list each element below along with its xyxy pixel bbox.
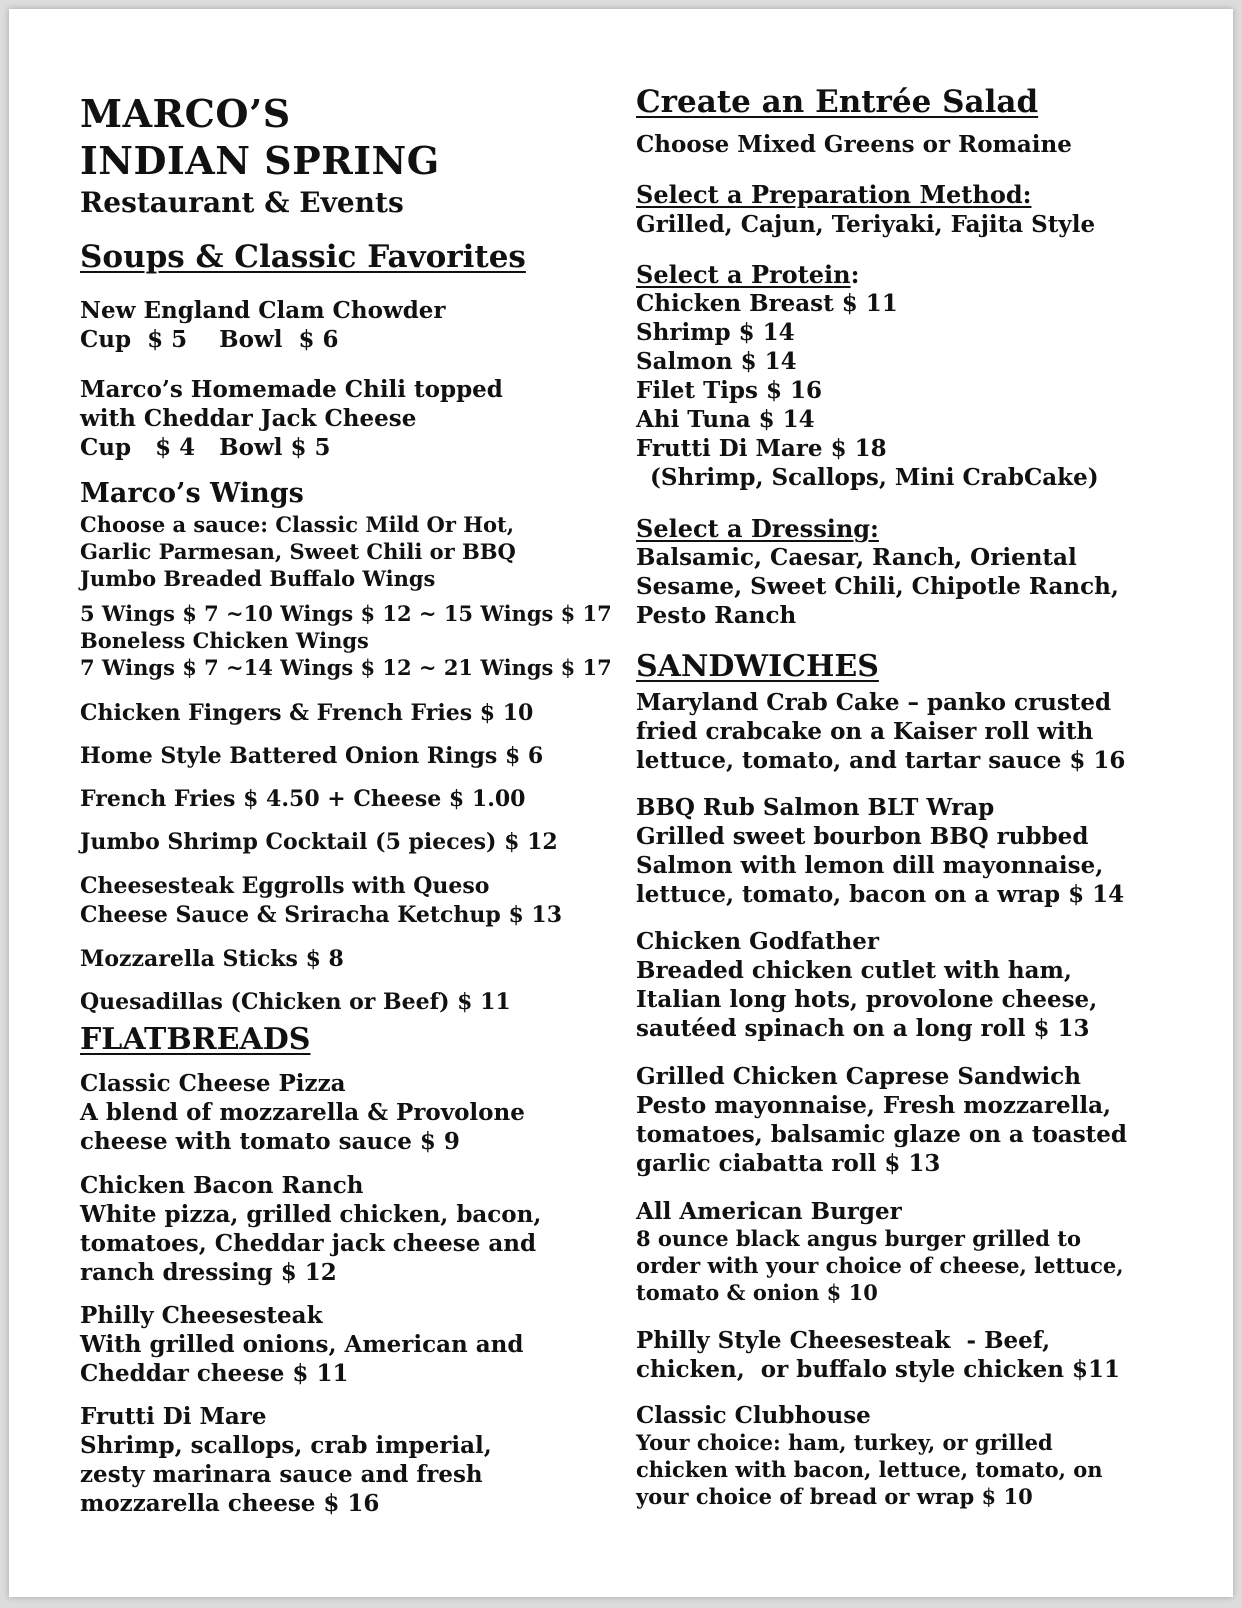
wings-name: Marco’s Wings [80, 478, 304, 509]
sandwich-5-line1: 8 ounce black angus burger grilled to [636, 1226, 1081, 1251]
flatbread-3-line2: Cheddar cheese $ 11 [80, 1360, 349, 1387]
sandwich-3-line3: sautéed spinach on a long roll $ 13 [636, 1015, 1090, 1042]
sandwich-4-line2: tomatoes, balsamic glaze on a toasted [636, 1121, 1127, 1148]
quesadillas: Quesadillas (Chicken or Beef) $ 11 [80, 989, 511, 1015]
flatbread-2-line1: White pizza, grilled chicken, bacon, [80, 1201, 542, 1228]
flatbreads-heading: FLATBREADS [80, 1022, 311, 1057]
chili-line2: with Cheddar Jack Cheese [80, 405, 417, 432]
sandwich-1-line3: lettuce, tomato, and tartar sauce $ 16 [636, 747, 1126, 774]
wings-line6: 7 Wings $ 7 ~14 Wings $ 12 ~ 21 Wings $ 17 [80, 655, 612, 680]
chili-prices: Cup $ 4 Bowl $ 5 [80, 434, 331, 461]
wings-line4: 5 Wings $ 7 ~10 Wings $ 12 ~ 15 Wings $ 17 [80, 601, 612, 626]
protein-5: Ahi Tuna $ 14 [636, 406, 815, 433]
chowder-name: New England Clam Chowder [80, 297, 446, 324]
sandwich-2-line3: lettuce, tomato, bacon on a wrap $ 14 [636, 881, 1125, 908]
chicken-fingers: Chicken Fingers & French Fries $ 10 [80, 700, 534, 726]
sandwich-4-name: Grilled Chicken Caprese Sandwich [636, 1063, 1081, 1090]
dressing-heading: Select a Dressing: [636, 514, 879, 543]
flatbread-1-name: Classic Cheese Pizza [80, 1070, 346, 1097]
sandwich-3-name: Chicken Godfather [636, 928, 880, 955]
protein-4: Filet Tips $ 16 [636, 377, 822, 404]
french-fries: French Fries $ 4.50 + Cheese $ 1.00 [80, 786, 526, 812]
protein-heading: Select a Protein [636, 260, 851, 289]
eggrolls-line2: Cheese Sauce & Sriracha Ketchup $ 13 [80, 902, 563, 928]
protein-6-detail: (Shrimp, Scallops, Mini CrabCake) [650, 464, 1099, 491]
protein-6: Frutti Di Mare $ 18 [636, 435, 887, 462]
mozzarella-sticks: Mozzarella Sticks $ 8 [80, 946, 344, 972]
flatbread-2-line2: tomatoes, Cheddar jack cheese and [80, 1230, 537, 1257]
protein-heading-row [636, 260, 860, 289]
chowder-prices: Cup $ 5 Bowl $ 6 [80, 326, 339, 353]
flatbread-1-line1: A blend of mozzarella & Provolone [80, 1099, 525, 1126]
sandwich-2-name: BBQ Rub Salmon BLT Wrap [636, 794, 995, 821]
eggrolls-line1: Cheesesteak Eggrolls with Queso [80, 873, 490, 899]
protein-heading-colon: : [850, 260, 860, 289]
flatbread-3-line1: With grilled onions, American and [80, 1331, 524, 1358]
restaurant-name: MARCO’S [80, 91, 291, 136]
shrimp-cocktail: Jumbo Shrimp Cocktail (5 pieces) $ 12 [80, 829, 558, 855]
salad-heading: Create an Entrée Salad [636, 84, 1039, 120]
wings-line2: Garlic Parmesan, Sweet Chili or BBQ [80, 539, 516, 564]
prep-heading: Select a Preparation Method: [636, 180, 1032, 209]
sandwich-4-line1: Pesto mayonnaise, Fresh mozzarella, [636, 1092, 1112, 1119]
dressing-line3: Pesto Ranch [636, 602, 797, 629]
sandwich-7-name: Classic Clubhouse [636, 1402, 871, 1429]
flatbread-4-line1: Shrimp, scallops, crab imperial, [80, 1432, 492, 1459]
restaurant-location: INDIAN SPRING [80, 138, 440, 183]
prep-options: Grilled, Cajun, Teriyaki, Fajita Style [636, 211, 1096, 238]
protein-3: Salmon $ 14 [636, 348, 797, 375]
wings-line5: Boneless Chicken Wings [80, 628, 369, 653]
sandwiches-heading: SANDWICHES [636, 649, 879, 684]
salad-greens: Choose Mixed Greens or Romaine [636, 131, 1072, 158]
sandwich-6-line2: chicken, or buffalo style chicken $11 [636, 1356, 1121, 1383]
soups-heading: Soups & Classic Favorites [80, 239, 526, 275]
sandwich-7-line2: chicken with bacon, lettuce, tomato, on [636, 1457, 1103, 1482]
sandwich-1-line2: fried crabcake on a Kaiser roll with [636, 718, 1094, 745]
flatbread-3-name: Philly Cheesesteak [80, 1302, 323, 1329]
flatbread-4-line3: mozzarella cheese $ 16 [80, 1490, 380, 1517]
chili-line1: Marco’s Homemade Chili topped [80, 376, 503, 403]
sandwich-5-line3: tomato & onion $ 10 [636, 1280, 878, 1305]
sandwich-6-line1: Philly Style Cheesesteak - Beef, [636, 1327, 1051, 1354]
sandwich-7-line1: Your choice: ham, turkey, or grilled [636, 1430, 1053, 1455]
flatbread-2-name: Chicken Bacon Ranch [80, 1172, 364, 1199]
wings-line3: Jumbo Breaded Buffalo Wings [80, 566, 436, 591]
protein-1: Chicken Breast $ 11 [636, 290, 898, 317]
menu-page [9, 9, 1233, 1597]
sandwich-3-line1: Breaded chicken cutlet with ham, [636, 957, 1072, 984]
sandwich-5-name: All American Burger [636, 1198, 902, 1225]
sandwich-2-line2: Salmon with lemon dill mayonnaise, [636, 852, 1104, 879]
wings-line1: Choose a sauce: Classic Mild Or Hot, [80, 512, 515, 537]
dressing-line2: Sesame, Sweet Chili, Chipotle Ranch, [636, 573, 1119, 600]
flatbread-1-line2: cheese with tomato sauce $ 9 [80, 1128, 460, 1155]
flatbread-4-line2: zesty marinara sauce and fresh [80, 1461, 483, 1488]
sandwich-3-line2: Italian long hots, provolone cheese, [636, 986, 1098, 1013]
flatbread-2-line3: ranch dressing $ 12 [80, 1259, 337, 1286]
dressing-line1: Balsamic, Caesar, Ranch, Oriental [636, 544, 1077, 571]
protein-2: Shrimp $ 14 [636, 319, 795, 346]
restaurant-tagline: Restaurant & Events [80, 186, 404, 219]
sandwich-7-line3: your choice of bread or wrap $ 10 [636, 1484, 1033, 1509]
sandwich-1-line1: Maryland Crab Cake – panko crusted [636, 689, 1112, 716]
sandwich-2-line1: Grilled sweet bourbon BBQ rubbed [636, 823, 1089, 850]
sandwich-5-line2: order with your choice of cheese, lettuce, [636, 1253, 1124, 1278]
flatbread-4-name: Frutti Di Mare [80, 1403, 267, 1430]
onion-rings: Home Style Battered Onion Rings $ 6 [80, 743, 544, 769]
sandwich-4-line3: garlic ciabatta roll $ 13 [636, 1150, 941, 1177]
